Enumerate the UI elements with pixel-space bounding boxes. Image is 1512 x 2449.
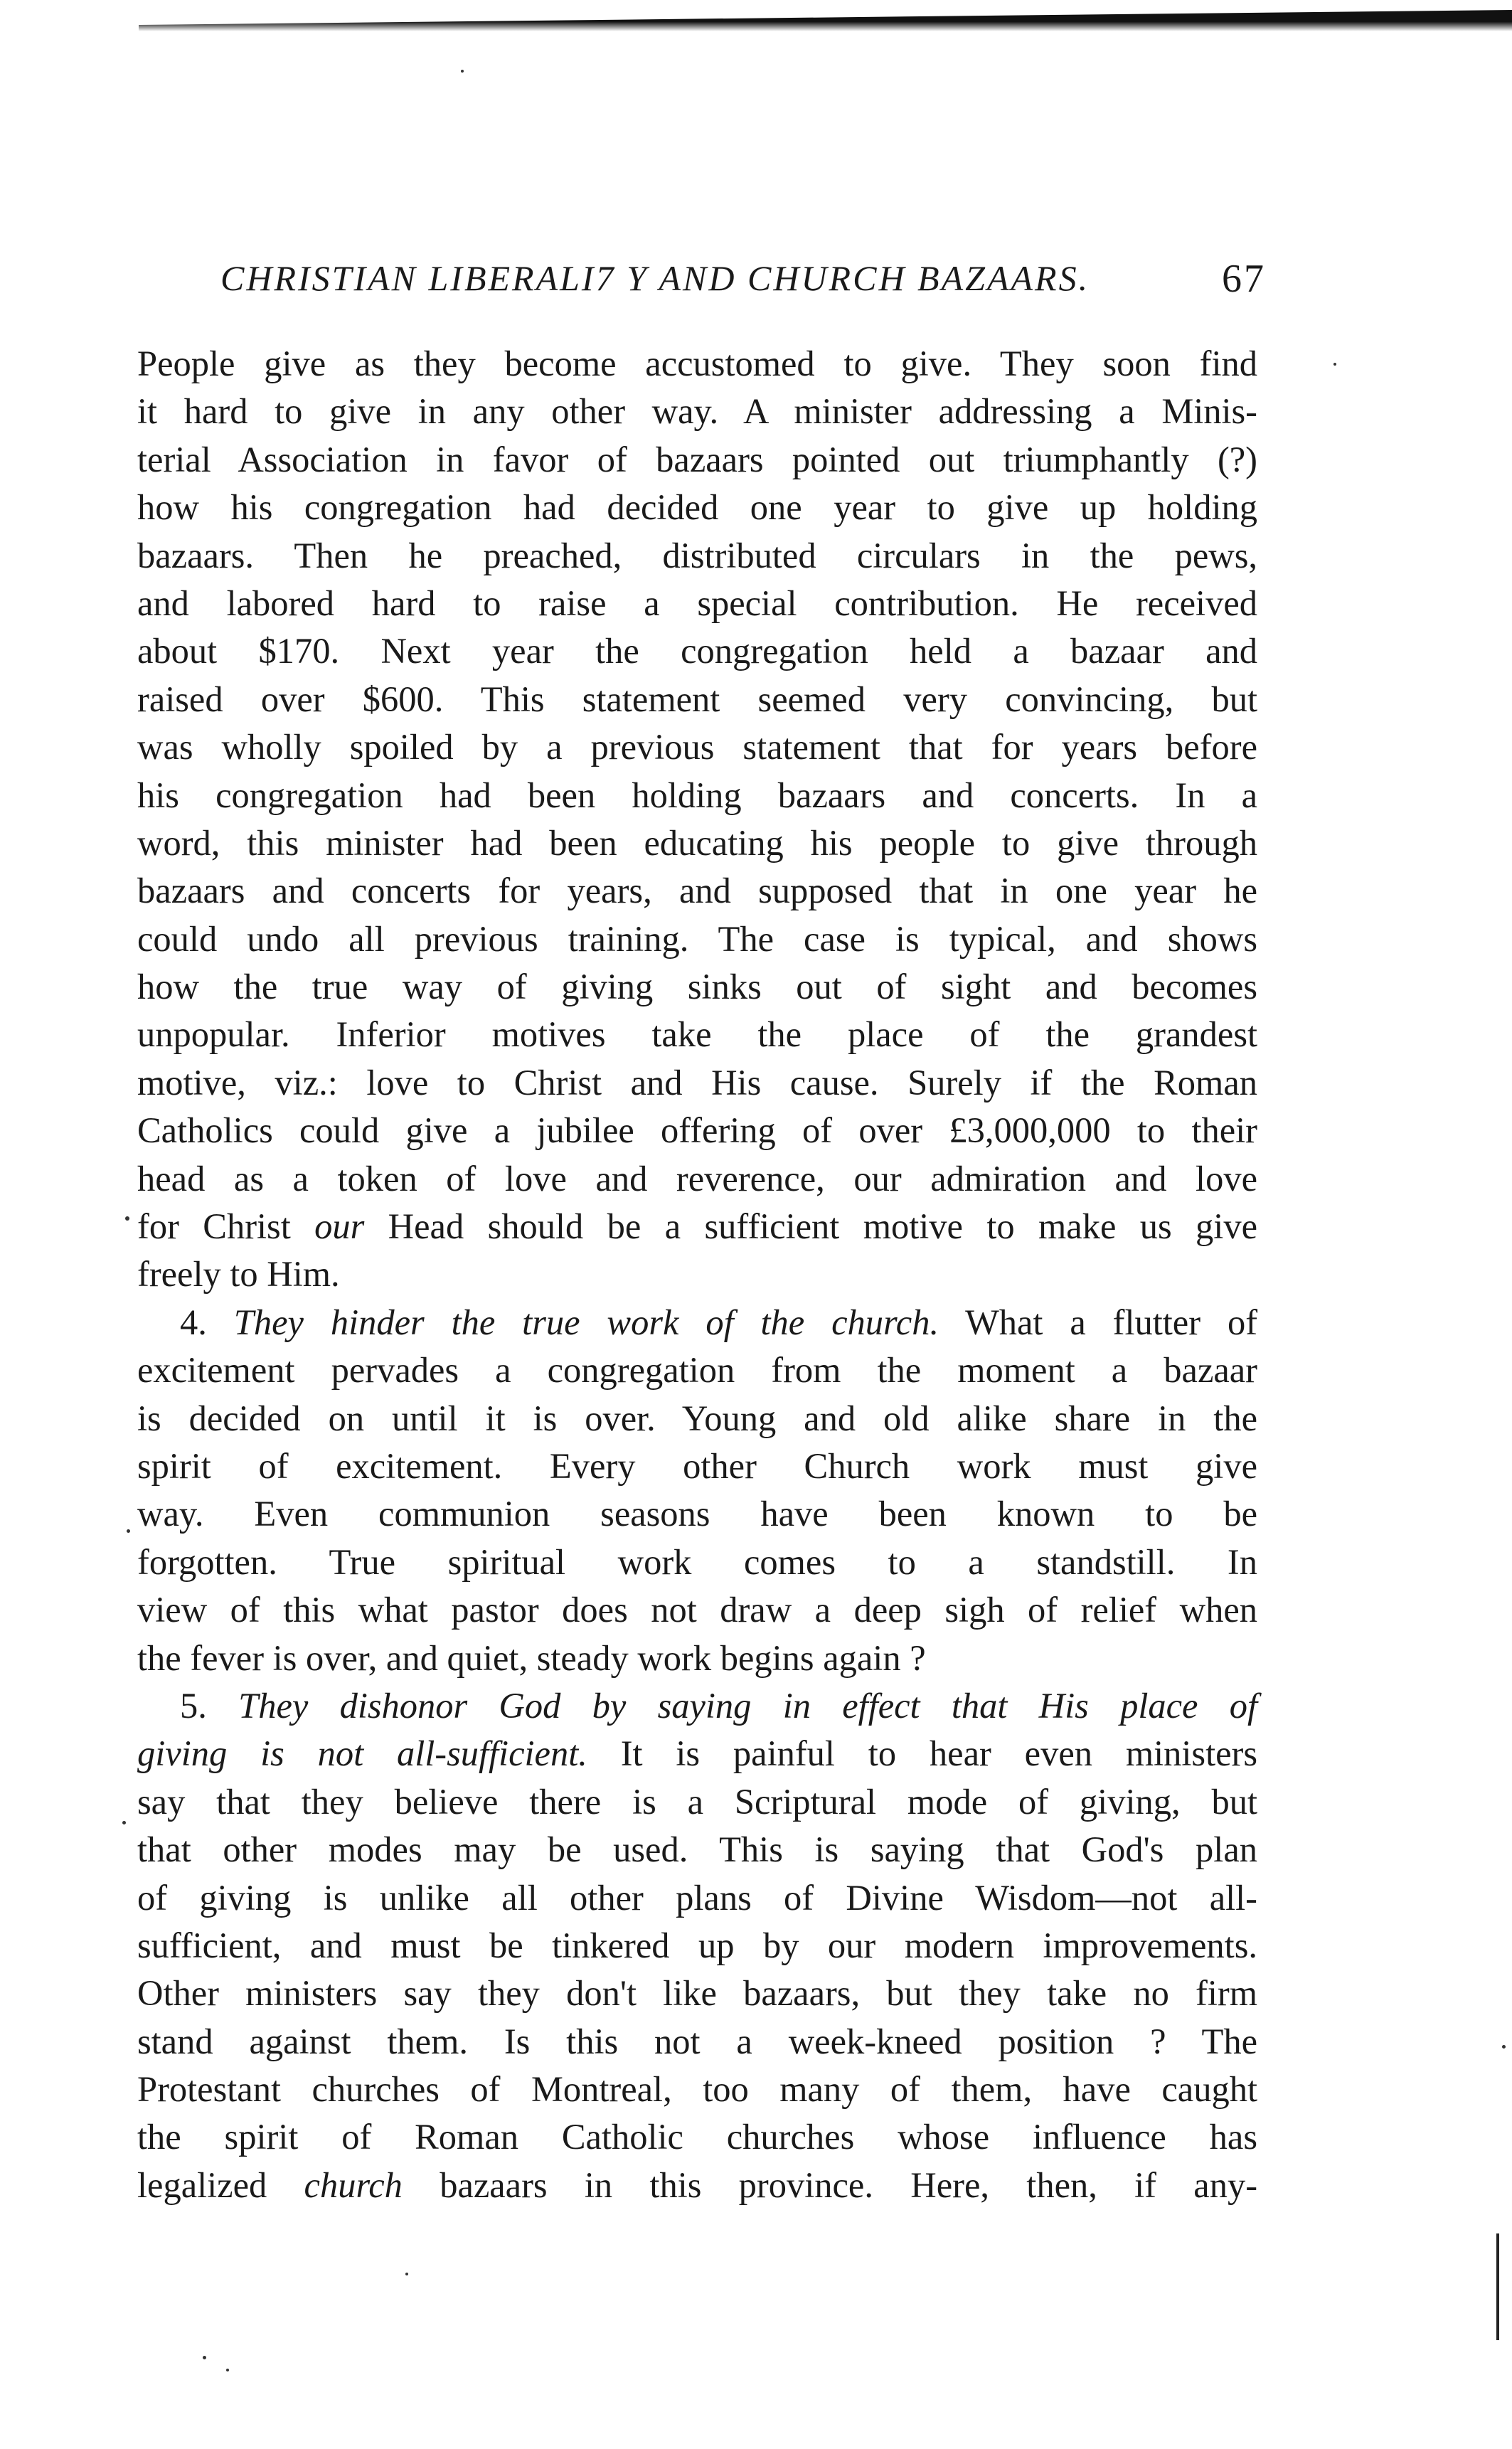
text-line bbox=[137, 627, 1257, 675]
text-segment: It is painful to hear even ministers bbox=[587, 1733, 1257, 1774]
text-segment: unpopular. Inferior motives take the place of the grandest bbox=[137, 1014, 1257, 1055]
text-segment: how the true way of giving sinks out of sight and becomes bbox=[137, 967, 1257, 1007]
top-rule bbox=[139, 10, 1512, 31]
text-segment: sufficient, and must be tinkered up by our modern improvements. bbox=[137, 1925, 1257, 1965]
text-line bbox=[137, 1922, 1257, 1970]
text-line bbox=[137, 484, 1257, 531]
text-line bbox=[137, 1586, 1257, 1634]
text-line bbox=[137, 2113, 1257, 2161]
text-line bbox=[137, 388, 1257, 435]
text-segment: stand against them. Is this not a week-kneed position ? The bbox=[137, 2021, 1257, 2061]
text-segment: word, this minister had been educating his people to give through bbox=[137, 822, 1257, 863]
running-title: CHRISTIAN LIBERALI7 Y AND CHURCH BAZAARS. bbox=[220, 258, 1090, 298]
text-line bbox=[137, 2162, 1257, 2209]
scan-speck bbox=[226, 2369, 229, 2371]
text-segment: say that they believe there is a Scriptural mode of giving, but bbox=[137, 1781, 1257, 1822]
text-line bbox=[137, 1250, 1257, 1298]
text-segment: 4. bbox=[180, 1302, 234, 1342]
text-line bbox=[137, 1203, 1257, 1250]
text-segment: Other ministers say they don't like bazaars, but they take no firm bbox=[137, 1973, 1257, 2014]
scan-speck bbox=[461, 70, 464, 73]
text-segment: of giving is unlike all other plans of Divine Wisdom—not all- bbox=[137, 1877, 1257, 1918]
text-segment: that other modes may be used. This is saying that God's plan bbox=[137, 1829, 1257, 1870]
text-segment: view of this what pastor does not draw a deep sigh of relief when bbox=[137, 1590, 1257, 1630]
text-segment: spirit of excitement. Every other Church work must give bbox=[137, 1445, 1257, 1486]
text-segment: how his congregation had decided one year to give up holding bbox=[137, 487, 1257, 528]
text-segment: about $170. Next year the congregation held a bazaar and bbox=[137, 631, 1257, 671]
text-segment: Protestant churches of Montreal, too many of them, have caught bbox=[137, 2069, 1257, 2110]
text-segment: People give as they become accustomed to give. They soon find bbox=[137, 344, 1257, 383]
text-line bbox=[137, 436, 1257, 484]
text-segment: terial Association in favor of bazaars pointed out triumphantly (?) bbox=[137, 439, 1257, 479]
text-line bbox=[137, 1490, 1257, 1538]
text-line bbox=[137, 2066, 1257, 2113]
text-line bbox=[137, 867, 1257, 915]
italic-text: They hinder the true work of the church. bbox=[233, 1302, 939, 1342]
text-segment: the fever is over, and quiet, steady work begins again ? bbox=[137, 1637, 926, 1678]
text-line bbox=[137, 1107, 1257, 1154]
text-line bbox=[137, 676, 1257, 723]
text-line bbox=[137, 1730, 1257, 1778]
text-line bbox=[137, 772, 1257, 819]
text-segment: could undo all previous training. The case is typical, and shows bbox=[137, 918, 1257, 959]
scan-speck bbox=[1502, 2045, 1506, 2049]
text-segment: 5. bbox=[180, 1685, 239, 1726]
body-text bbox=[137, 340, 1257, 2209]
text-segment: was wholly spoiled by a previous statement that for years before bbox=[137, 727, 1257, 767]
text-line bbox=[137, 1011, 1257, 1058]
page-number: 67 bbox=[1222, 257, 1266, 301]
text-segment: Head should be a sufficient motive to make us give bbox=[364, 1206, 1257, 1247]
text-segment: raised over $600. This statement seemed very convincing, but bbox=[137, 679, 1257, 719]
text-segment: bazaars and concerts for years, and supposed that in one year he bbox=[137, 871, 1257, 911]
text-line bbox=[137, 1682, 1257, 1730]
text-line bbox=[137, 915, 1257, 963]
scan-speck bbox=[127, 1529, 130, 1533]
text-line bbox=[137, 1874, 1257, 1922]
text-line bbox=[137, 1826, 1257, 1874]
text-line bbox=[137, 340, 1257, 388]
scan-edge-mark bbox=[1496, 2233, 1505, 2340]
text-line bbox=[137, 1299, 1257, 1346]
text-line bbox=[137, 1635, 1257, 1682]
text-segment: excitement pervades a congregation from the moment a bazaar bbox=[137, 1350, 1257, 1391]
text-segment: the spirit of Roman Catholic churches whose influence has bbox=[137, 2117, 1257, 2157]
text-line bbox=[137, 723, 1257, 771]
text-line bbox=[137, 532, 1257, 580]
text-segment: What a flutter of bbox=[939, 1302, 1258, 1342]
italic-text: giving is not all-sufficient. bbox=[137, 1733, 587, 1774]
text-segment: forgotten. True spiritual work comes to a standstill. In bbox=[137, 1541, 1257, 1582]
scan-speck bbox=[1333, 363, 1336, 366]
text-segment: his congregation had been holding bazaars and concerts. In a bbox=[137, 775, 1257, 815]
italic-text: church bbox=[304, 2164, 403, 2205]
scan-speck bbox=[203, 2356, 206, 2359]
text-line bbox=[137, 1346, 1257, 1394]
text-line bbox=[137, 2018, 1257, 2066]
text-line bbox=[137, 1059, 1257, 1107]
text-line bbox=[137, 963, 1257, 1011]
text-line bbox=[137, 1443, 1257, 1490]
text-line bbox=[137, 580, 1257, 627]
text-segment: bazaars. Then he preached, distributed circulars in the pews, bbox=[137, 535, 1257, 575]
text-line bbox=[137, 1778, 1257, 1826]
text-segment: is decided on until it is over. Young and old alike share in the bbox=[137, 1398, 1257, 1438]
text-line bbox=[137, 1539, 1257, 1586]
running-header bbox=[220, 257, 1266, 307]
text-line bbox=[137, 1970, 1257, 2017]
text-segment: motive, viz.: love to Christ and His cause. Surely if the Roman bbox=[137, 1062, 1257, 1103]
scan-speck bbox=[122, 1821, 126, 1824]
text-segment: for Christ bbox=[137, 1206, 315, 1247]
text-segment: and labored hard to raise a special contribution. He received bbox=[137, 583, 1257, 623]
text-segment: legalized bbox=[137, 2164, 304, 2205]
italic-text: They dishonor God by saying in effect that His place of bbox=[238, 1685, 1257, 1726]
text-segment: head as a token of love and reverence, our admiration and love bbox=[137, 1158, 1257, 1199]
text-segment: bazaars in this province. Here, then, if any- bbox=[402, 2164, 1258, 2205]
scan-speck bbox=[405, 2273, 408, 2275]
text-segment: it hard to give in any other way. A minister addressing a Minis- bbox=[137, 391, 1257, 432]
scan-speck bbox=[125, 1216, 129, 1221]
text-segment: Catholics could give a jubilee offering of over £3,000,000 to their bbox=[137, 1110, 1257, 1151]
text-segment: way. Even communion seasons have been known to be bbox=[137, 1494, 1257, 1534]
text-line bbox=[137, 1155, 1257, 1203]
text-line bbox=[137, 1395, 1257, 1443]
text-segment: freely to Him. bbox=[137, 1254, 340, 1295]
italic-text: our bbox=[314, 1206, 365, 1247]
text-line bbox=[137, 819, 1257, 867]
